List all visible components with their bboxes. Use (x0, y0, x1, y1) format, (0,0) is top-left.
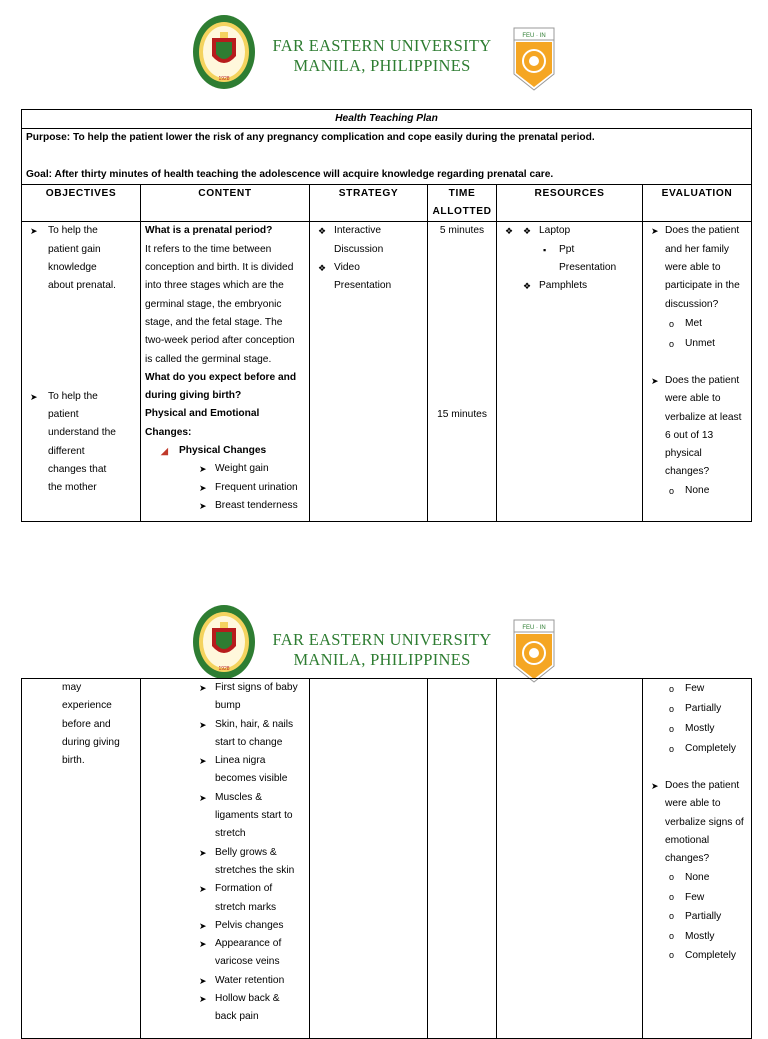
time-cell (428, 679, 497, 1039)
list-item: ➤ Appearance of varicose veins (145, 935, 305, 972)
seal-year: 1928 (218, 76, 230, 82)
col-objectives: OBJECTIVES (22, 184, 141, 222)
evaluation-option: o Mostly (647, 719, 747, 739)
evaluation-option: o Few (647, 888, 747, 908)
strategy-cell (310, 222, 428, 522)
list-item: ➤ Pelvis changes (145, 917, 305, 935)
strategy-item: ❖ Video Presentation (314, 259, 423, 296)
content-cell (141, 679, 310, 1039)
evaluation-cell (643, 679, 752, 1039)
col-resources: RESOURCES (497, 184, 643, 222)
feu-badge-label: FEU · IN (522, 625, 546, 631)
university-name (262, 36, 502, 76)
university-line-2: MANILA, PHILIPPINES (293, 650, 471, 669)
feu-badge-label: FEU · IN (522, 33, 546, 39)
evaluation-question: ➤ Does the patient and her family were able to participate in the discussion? (647, 222, 747, 313)
time-value: 15 minutes (437, 408, 487, 420)
list-item: ➤ First signs of baby bump (145, 679, 305, 716)
list-item: ➤ Hollow back & back pain (145, 990, 305, 1027)
university-name (262, 630, 502, 670)
evaluation-option: o Met (647, 314, 747, 334)
evaluation-question: ➤ Does the patient were able to verbalize signs of emotional changes? (647, 777, 747, 868)
purpose-text: Purpose: To help the patient lower the risk of any pregnancy complication and cope easily during the prenatal period. (26, 132, 595, 144)
letterhead (0, 0, 768, 100)
evaluation-option: o Unmet (647, 334, 747, 354)
university-line-1: FAR EASTERN UNIVERSITY (272, 36, 492, 55)
list-item: ➤ Frequent urination (145, 479, 305, 497)
col-content: CONTENT (141, 184, 310, 222)
table-row (22, 679, 752, 1039)
plan-title: Health Teaching Plan (22, 110, 752, 129)
strategy-cell (310, 679, 428, 1039)
time-value: 5 minutes (439, 225, 485, 237)
feu-institute-badge-icon (512, 618, 556, 684)
col-evaluation: EVALUATION (643, 184, 752, 222)
university-line-2: MANILA, PHILIPPINES (293, 56, 471, 75)
col-time-allotted: TIME ALLOTTED (428, 184, 497, 222)
list-item: ➤ Formation of stretch marks (145, 880, 305, 917)
list-item: ➤ Linea nigra becomes visible (145, 752, 305, 789)
col-strategy: STRATEGY (310, 184, 428, 222)
evaluation-option: o Completely (647, 946, 747, 966)
objective-item: ➤ To help the patient understand the different changes that the mother (26, 388, 136, 498)
column-header-row (22, 184, 752, 222)
evaluation-option: o Partially (647, 907, 747, 927)
page-2 (0, 590, 768, 1024)
time-cell (428, 222, 497, 522)
evaluation-option: o Few (647, 679, 747, 699)
list-item: ➤ Weight gain (145, 460, 305, 478)
evaluation-option: o None (647, 482, 747, 500)
health-teaching-plan-table (21, 109, 752, 522)
seal-year: 1928 (218, 666, 230, 672)
list-item: ➤ Water retention (145, 972, 305, 990)
resources-cell (497, 679, 643, 1039)
university-seal-icon (192, 604, 256, 680)
evaluation-cell (643, 222, 752, 522)
health-teaching-plan-table-continued (21, 678, 752, 1039)
strategy-item: ❖ Interactive Discussion (314, 222, 423, 259)
list-item: ➤ Skin, hair, & nails start to change (145, 716, 305, 753)
university-seal-icon (192, 14, 256, 90)
feu-institute-badge-icon (512, 26, 556, 92)
goal-text: Goal: After thirty minutes of health teaching the adolescence will acquire knowledge regarding prenatal care. (26, 168, 554, 180)
list-item: ➤ Breast tenderness (145, 497, 305, 515)
resource-subitem: ▪ Ppt Presentation (501, 241, 638, 278)
evaluation-option: o Completely (647, 739, 747, 759)
evaluation-question: ➤ Does the patient were able to verbalize at least 6 out of 13 physical changes? (647, 372, 747, 482)
evaluation-option: o Partially (647, 699, 747, 719)
content-question: What is a prenatal period? (145, 225, 273, 237)
resources-cell (497, 222, 643, 522)
letterhead (0, 590, 768, 690)
content-cell: What is a prenatal period? It refers to the time between conception and birth. It is divided into three stages which are the germinal stage, the embryonic stage, and the fetal stage. The two-week period after conception is called the germinal stage. What do you expect before and during giving birth? Physical and Emotional Changes: ◢ Physical Changes ➤ Weight gain ➤ Frequent urination ➤ Breast tenderness (141, 222, 310, 522)
objectives-cell (22, 222, 141, 522)
objectives-cell: may experience before and during giving birth. (22, 679, 141, 1039)
table-row (22, 222, 752, 522)
evaluation-option: o None (647, 868, 747, 888)
content-subheading: ◢ Physical Changes (145, 442, 305, 460)
university-line-1: FAR EASTERN UNIVERSITY (272, 630, 492, 649)
purpose-goal-cell (22, 129, 752, 185)
evaluation-option: o Mostly (647, 927, 747, 947)
resource-item: ❖ ❖ Laptop (501, 222, 638, 240)
resource-item: ❖ Pamphlets (523, 280, 588, 292)
objective-item: ➤ To help the patient gain knowledge about prenatal. (26, 222, 136, 295)
list-item: ➤ Belly grows & stretches the skin (145, 844, 305, 881)
list-item: ➤ Muscles & ligaments start to stretch (145, 789, 305, 844)
